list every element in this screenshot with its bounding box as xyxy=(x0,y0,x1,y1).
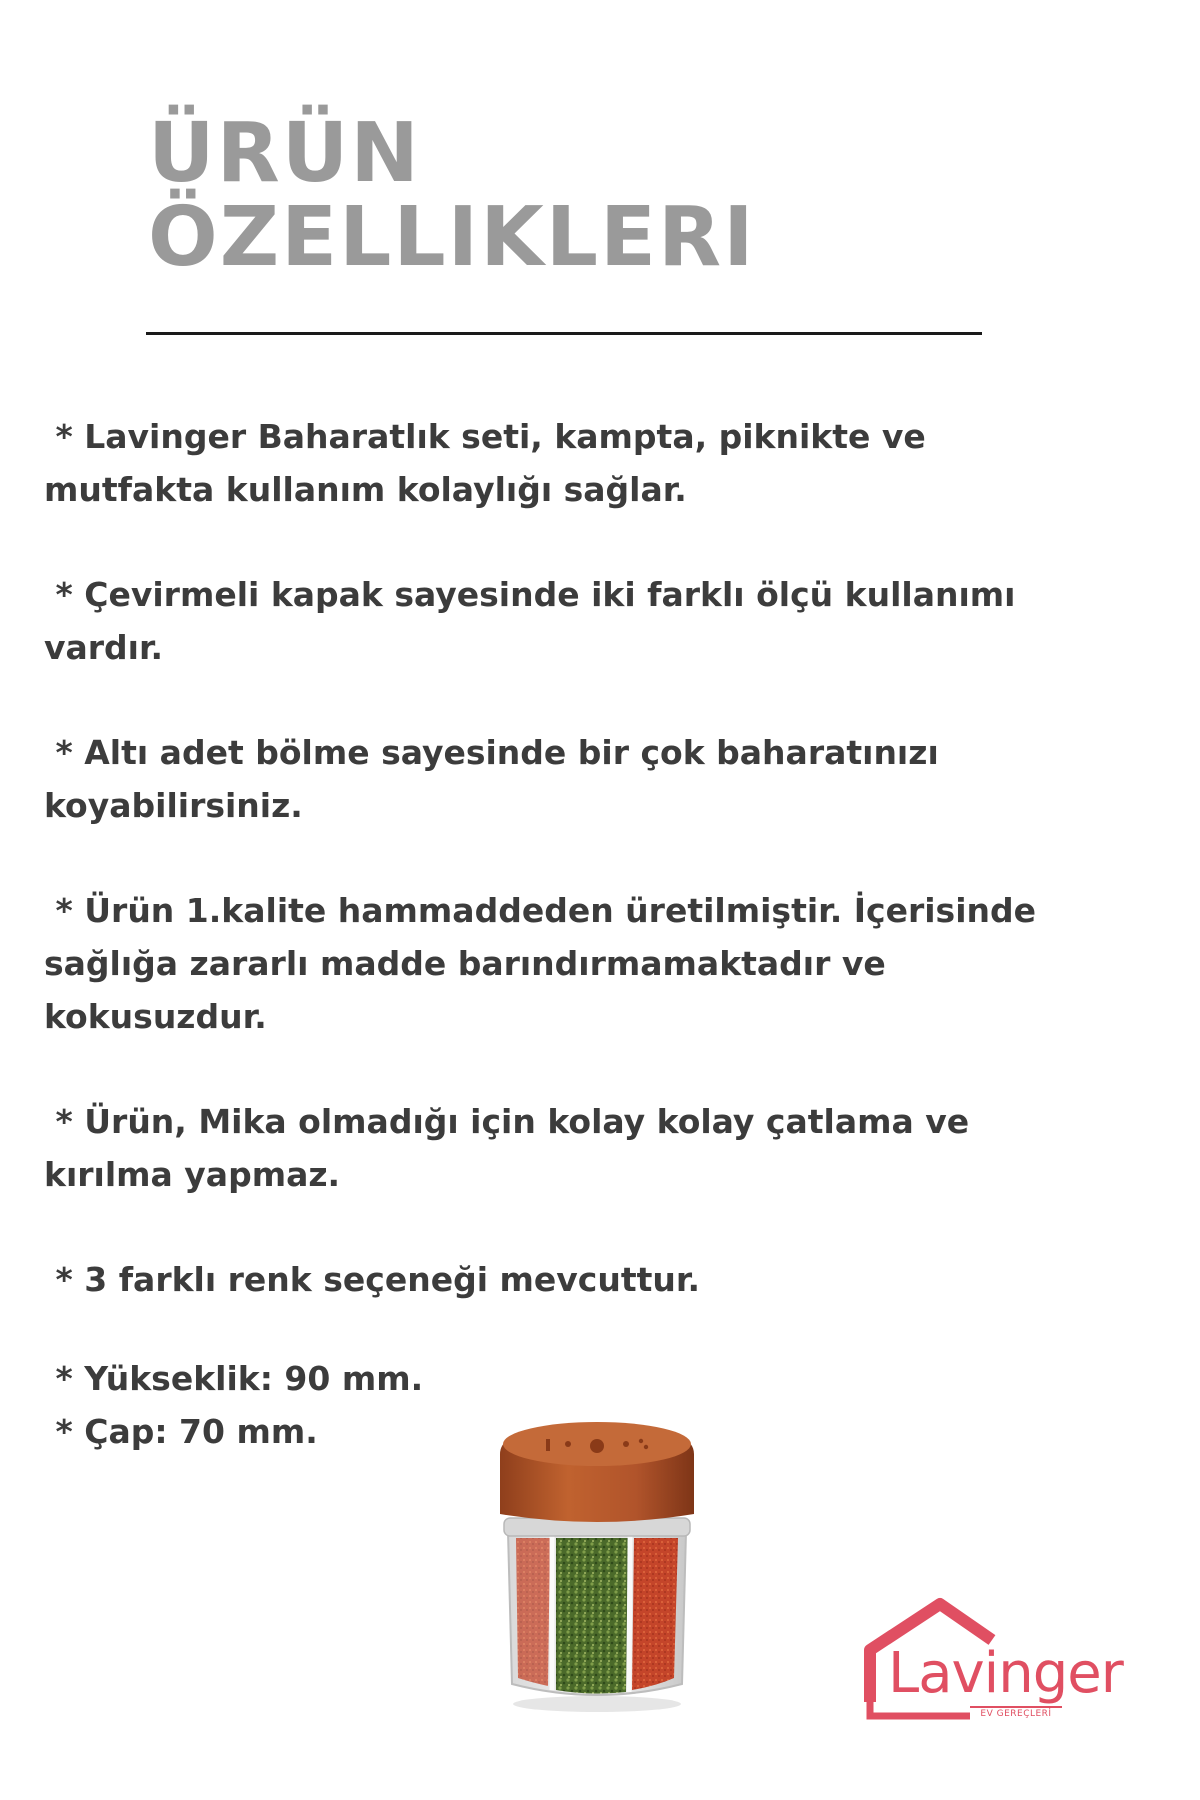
page-title xyxy=(148,106,756,285)
page-title-line-2: ÖZELLIKLERI xyxy=(148,190,756,285)
feature-item: * Çevirmeli kapak sayesinde iki farklı ölçü kullanımı vardır. xyxy=(44,575,1016,667)
title-divider xyxy=(146,332,982,335)
spec-item-height: * Yükseklik: 90 mm. xyxy=(44,1359,424,1398)
feature-item: * Lavinger Baharatlık seti, kampta, piknikte ve mutfakta kullanım kolaylığı sağlar. xyxy=(44,417,926,509)
feature-item: * Ürün 1.kalite hammaddeden üretilmiştir. İçerisinde sağlığa zararlı madde barındırmamaktadır ve kokusuzdur. xyxy=(44,891,1037,1036)
feature-item: * Altı adet bölme sayesinde bir çok baharatınızı koyabilirsiniz. xyxy=(44,733,939,825)
spec-item-diameter: * Çap: 70 mm. xyxy=(44,1412,318,1451)
brand-logo xyxy=(852,1596,1152,1726)
feature-list xyxy=(44,410,1164,1458)
brand-tagline: EV GEREÇLERİ xyxy=(970,1706,1062,1720)
spice-jar-image xyxy=(486,1414,708,1714)
feature-item: * 3 farklı renk seçeneği mevcuttur. xyxy=(44,1260,700,1299)
feature-item: * Ürün, Mika olmadığı için kolay kolay çatlama ve kırılma yapmaz. xyxy=(44,1102,970,1194)
brand-name: Lavinger xyxy=(888,1641,1123,1706)
page-title-line-1: ÜRÜN xyxy=(148,106,421,201)
